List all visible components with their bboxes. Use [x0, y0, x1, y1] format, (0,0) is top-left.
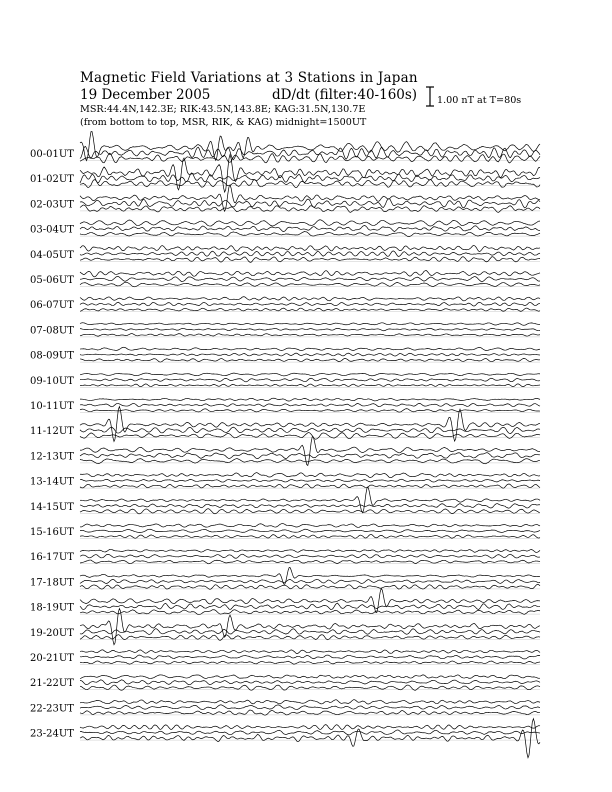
scale-bar-label: 1.00 nT at T=80s [437, 95, 522, 106]
row-label-17-18UT: 17-18UT [30, 577, 74, 589]
trace-KAG-20-21UT [80, 650, 540, 654]
trace-RIK-11-12UT [80, 427, 540, 433]
station-coordinates: MSR:44.4N,142.3E; RIK:43.5N,143.8E; KAG:31.5N,130.7E [80, 104, 366, 115]
trace-KAG-04-05UT [80, 245, 540, 251]
component-filter-label: dD/dt (filter:40-160s) [272, 87, 418, 103]
trace-KAG-08-09UT [80, 347, 540, 350]
chart-title: Magnetic Field Variations at 3 Stations in Japan [80, 70, 418, 86]
row-label-23-24UT: 23-24UT [30, 728, 74, 740]
trace-MSR-20-21UT [80, 661, 540, 664]
row-label-03-04UT: 03-04UT [30, 224, 74, 236]
trace-RIK-20-21UT [80, 655, 540, 659]
trace-RIK-21-22UT [80, 680, 540, 685]
trace-RIK-09-10UT [80, 378, 540, 382]
trace-MSR-03-04UT [80, 232, 540, 237]
trace-MSR-18-19UT [80, 610, 540, 615]
trace-RIK-18-19UT [80, 603, 540, 610]
trace-MSR-13-14UT [80, 484, 540, 488]
row-label-11-12UT: 11-12UT [30, 426, 74, 438]
trace-RIK-22-23UT [80, 705, 540, 710]
trace-RIK-07-08UT [80, 328, 540, 330]
trace-KAG-11-12UT [80, 407, 540, 442]
trace-MSR-11-12UT [80, 432, 540, 439]
trace-MSR-06-07UT [80, 308, 540, 311]
row-label-09-10UT: 09-10UT [30, 375, 74, 387]
trace-KAG-02-03UT [80, 185, 540, 211]
trace-KAG-09-10UT [80, 373, 540, 376]
row-label-02-03UT: 02-03UT [30, 199, 74, 211]
trace-MSR-04-05UT [80, 257, 540, 263]
row-label-10-11UT: 10-11UT [30, 401, 74, 412]
trace-MSR-23-24UT [80, 719, 540, 758]
trace-KAG-06-07UT [80, 297, 540, 301]
trace-MSR-09-10UT [80, 384, 540, 387]
trace-KAG-21-22UT [80, 675, 540, 679]
trace-KAG-05-06UT [80, 270, 540, 276]
row-label-07-08UT: 07-08UT [30, 325, 74, 337]
trace-RIK-08-09UT [80, 353, 540, 356]
trace-RIK-03-04UT [80, 226, 540, 232]
row-label-13-14UT: 13-14UT [30, 476, 74, 488]
row-label-21-22UT: 21-22UT [30, 678, 74, 690]
row-label-12-13UT: 12-13UT [30, 451, 74, 463]
row-label-04-05UT: 04-05UT [30, 249, 74, 261]
trace-KAG-16-17UT [80, 550, 540, 553]
trace-RIK-23-24UT [80, 730, 540, 735]
trace-KAG-23-24UT [80, 725, 540, 730]
trace-RIK-05-06UT [80, 276, 540, 281]
trace-RIK-19-20UT [80, 629, 540, 635]
station-traces [80, 131, 540, 757]
trace-KAG-07-08UT [80, 323, 540, 326]
trace-MSR-16-17UT [80, 560, 540, 564]
trace-RIK-14-15UT [80, 504, 540, 509]
trace-MSR-05-06UT [80, 282, 540, 287]
trace-MSR-19-20UT [80, 635, 540, 641]
row-label-22-23UT: 22-23UT [30, 703, 74, 715]
trace-RIK-17-18UT [80, 580, 540, 584]
trace-RIK-10-11UT [80, 403, 540, 406]
trace-RIK-06-07UT [80, 302, 540, 306]
row-label-01-02UT: 01-02UT [30, 174, 74, 186]
trace-KAG-03-04UT [80, 220, 540, 226]
hour-labels [30, 149, 74, 740]
trace-KAG-13-14UT [80, 473, 540, 478]
trace-RIK-16-17UT [80, 554, 540, 558]
trace-MSR-01-02UT [80, 180, 540, 188]
chart-date: 19 December 2005 [80, 87, 211, 103]
trace-MSR-08-09UT [80, 358, 540, 362]
trace-MSR-15-16UT [80, 535, 540, 539]
row-label-19-20UT: 19-20UT [30, 627, 74, 639]
trace-KAG-22-23UT [80, 700, 540, 704]
row-label-06-07UT: 06-07UT [30, 300, 74, 312]
row-label-14-15UT: 14-15UT [30, 501, 74, 513]
trace-MSR-07-08UT [80, 334, 540, 337]
row-label-15-16UT: 15-16UT [30, 527, 74, 538]
row-label-18-19UT: 18-19UT [30, 602, 74, 614]
trace-KAG-14-15UT [80, 487, 540, 513]
row-label-00-01UT: 00-01UT [30, 149, 74, 160]
trace-RIK-01-02UT [80, 173, 540, 183]
trace-RIK-04-05UT [80, 251, 540, 257]
trace-RIK-13-14UT [80, 479, 540, 482]
scale-bar [426, 87, 434, 106]
trace-MSR-10-11UT [80, 409, 540, 412]
trace-KAG-00-01UT [80, 131, 540, 160]
row-label-16-17UT: 16-17UT [30, 552, 74, 564]
row-label-08-09UT: 08-09UT [30, 350, 74, 362]
row-label-20-21UT: 20-21UT [30, 653, 74, 664]
trace-KAG-15-16UT [80, 523, 540, 527]
trace-MSR-00-01UT [80, 153, 540, 163]
trace-KAG-18-19UT [80, 589, 540, 613]
station-order-note: (from bottom to top, MSR, RIK, & KAG) midnight=1500UT [80, 117, 367, 128]
trace-RIK-15-16UT [80, 529, 540, 532]
trace-KAG-10-11UT [80, 398, 540, 401]
row-label-05-06UT: 05-06UT [30, 275, 74, 286]
trace-MSR-17-18UT [80, 584, 540, 589]
trace-MSR-22-23UT [80, 710, 540, 715]
